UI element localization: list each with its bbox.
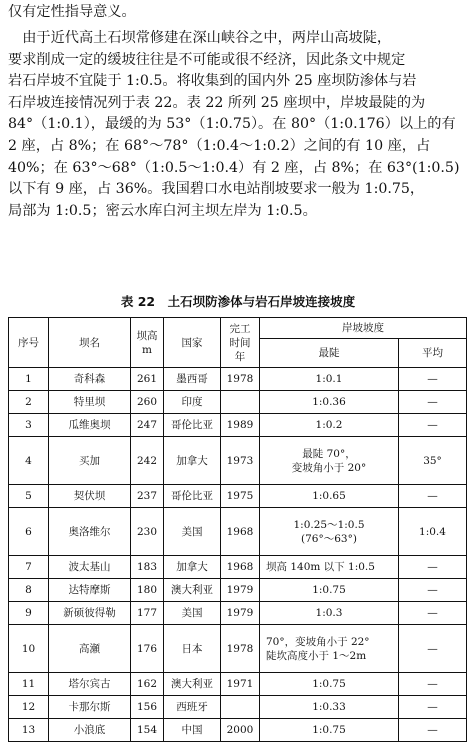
text-line: 84°（1:0.1），最缓的为 53°（1:0.75）。在 80°（1:0.176）以上的有 [8, 116, 456, 133]
cell-country: 哥伦比亚 [164, 485, 221, 508]
cell-name: 新硕彼得勒 [49, 602, 131, 625]
cell-no: 2 [9, 391, 49, 414]
cell-average: — [399, 719, 467, 742]
header-height-unit: m [142, 343, 152, 356]
cell-steepest [260, 508, 399, 556]
cell-average: 35° [399, 437, 467, 485]
header-year-l3: 年 [234, 350, 246, 363]
cell-country: 加拿大 [164, 556, 221, 579]
cell-name: 塔尔宾古 [49, 673, 131, 696]
cell-steepest [260, 602, 399, 625]
header-year [221, 318, 260, 368]
text-line: 局部为 1:0.5；密云水库白河主坝左岸为 1:0.5。 [8, 202, 317, 219]
table-row [9, 437, 467, 485]
cell-year [221, 696, 260, 719]
slope-table [8, 317, 467, 742]
cell-steepest [260, 673, 399, 696]
cell-height: 230 [131, 508, 164, 556]
cell-no: 12 [9, 696, 49, 719]
cell-year: 1973 [221, 437, 260, 485]
steepest-text: 1:0.33 [312, 701, 346, 713]
table-row [9, 673, 467, 696]
text-line: 2 座，占 8%；在 68°～78°（1:0.4～1:0.2）之间的有 10 座，占 [8, 137, 431, 154]
cell-name: 契伏坝 [49, 485, 131, 508]
cell-country: 印度 [164, 391, 221, 414]
cell-name: 达特摩斯 [49, 579, 131, 602]
cell-country: 美国 [164, 508, 221, 556]
table-row [9, 485, 467, 508]
cell-height: 260 [131, 391, 164, 414]
steepest-text: 1:0.75 [312, 724, 346, 736]
cell-steepest [260, 719, 399, 742]
cell-country: 西班牙 [164, 696, 221, 719]
cell-height: 183 [131, 556, 164, 579]
steepest-text: 最陡 70°， [302, 447, 356, 460]
cell-name: 卡那尔斯 [49, 696, 131, 719]
header-slope: 岸坡坡度 [260, 318, 467, 339]
cell-name: 奇科森 [49, 368, 131, 391]
cell-name: 小浪底 [49, 719, 131, 742]
table-row [9, 391, 467, 414]
cell-no: 10 [9, 625, 49, 673]
cell-country: 澳大利亚 [164, 579, 221, 602]
cell-steepest [260, 696, 399, 719]
cell-year: 1968 [221, 508, 260, 556]
steepest-text: (76°～63°) [301, 532, 357, 545]
steepest-text: 1:0.75 [312, 678, 346, 690]
cell-height: 154 [131, 719, 164, 742]
cell-year: 1979 [221, 579, 260, 602]
cell-year: 1978 [221, 625, 260, 673]
cell-no: 3 [9, 414, 49, 437]
cell-height: 162 [131, 673, 164, 696]
cell-average: — [399, 602, 467, 625]
cell-no: 13 [9, 719, 49, 742]
cell-year: 1968 [221, 556, 260, 579]
cell-year: 1989 [221, 414, 260, 437]
steepest-text: 陡坎高度小于 1～2m [266, 649, 367, 662]
cell-average: — [399, 414, 467, 437]
cell-height: 177 [131, 602, 164, 625]
steepest-text: 1:0.3 [315, 607, 343, 619]
table-row [9, 508, 467, 556]
table-row [9, 625, 467, 673]
steepest-text: 1:0.2 [315, 419, 343, 431]
cell-steepest [260, 437, 399, 485]
text-line: 岩石岸坡不宜陡于 1:0.5。将收集到的国内外 25 座坝防渗体与岩 [8, 73, 417, 90]
cell-year: 1978 [221, 368, 260, 391]
cell-height: 242 [131, 437, 164, 485]
cell-average: — [399, 579, 467, 602]
cell-name: 奥洛维尔 [49, 508, 131, 556]
cell-no: 11 [9, 673, 49, 696]
cell-average: — [399, 368, 467, 391]
cell-average: — [399, 391, 467, 414]
cell-steepest [260, 556, 399, 579]
cell-height: 261 [131, 368, 164, 391]
cell-steepest [260, 414, 399, 437]
cell-average: 1:0.4 [399, 508, 467, 556]
header-height-label: 坝高 [136, 329, 158, 342]
cell-steepest [260, 391, 399, 414]
paragraph-intro [8, 2, 470, 24]
cell-name: 瓜维奥坝 [49, 414, 131, 437]
cell-steepest [260, 579, 399, 602]
header-name: 坝名 [49, 318, 131, 368]
table-title: 表 22 土石坝防渗体与岩石岸坡连接坡度 [120, 294, 356, 309]
cell-name: 波太基山 [49, 556, 131, 579]
text-line: 以下有 9 座，占 36%。我国碧口水电站削坡要求一般为 1:0.75， [8, 181, 425, 198]
cell-country: 哥伦比亚 [164, 414, 221, 437]
header-steepest: 最陡 [260, 339, 399, 368]
cell-no: 1 [9, 368, 49, 391]
steepest-text: 1:0.65 [312, 490, 346, 502]
header-average: 平均 [399, 339, 467, 368]
header-country: 国家 [164, 318, 221, 368]
cell-height: 176 [131, 625, 164, 673]
cell-country: 中国 [164, 719, 221, 742]
table-row [9, 579, 467, 602]
cell-height: 247 [131, 414, 164, 437]
cell-year: 1975 [221, 485, 260, 508]
cell-average: — [399, 625, 467, 673]
cell-no: 6 [9, 508, 49, 556]
table-row [9, 556, 467, 579]
steepest-text: 1:0.36 [312, 396, 346, 408]
cell-height: 237 [131, 485, 164, 508]
header-year-l2: 时间 [229, 336, 251, 349]
cell-steepest [260, 485, 399, 508]
cell-average: — [399, 556, 467, 579]
header-year-l1: 完工 [229, 322, 251, 335]
text-line: 要求削成一定的缓坡往往是不可能或很不经济，因此条文中规定 [8, 51, 406, 68]
cell-name: 特里坝 [49, 391, 131, 414]
cell-country: 澳大利亚 [164, 673, 221, 696]
cell-country: 美国 [164, 602, 221, 625]
cell-height: 156 [131, 696, 164, 719]
cell-no: 8 [9, 579, 49, 602]
table-row [9, 719, 467, 742]
text-line: 石岸坡连接情况列于表 22。表 22 所列 25 座坝中，岸坡最陡的为 [8, 94, 426, 111]
table-row [9, 368, 467, 391]
cell-no: 9 [9, 602, 49, 625]
header-no: 序号 [9, 318, 49, 368]
steepest-text: 70°，变坡角小于 22° [266, 635, 370, 648]
cell-no: 7 [9, 556, 49, 579]
cell-year: 2000 [221, 719, 260, 742]
steepest-text: 坝高 140m 以下 1:0.5 [266, 561, 375, 573]
cell-country: 墨西哥 [164, 368, 221, 391]
cell-country: 加拿大 [164, 437, 221, 485]
header-height [131, 318, 164, 368]
text-line: 由于近代高土石坝常修建在深山峡谷之中，两岸山高坡陡， [8, 30, 392, 46]
cell-steepest [260, 368, 399, 391]
steepest-text: 1:0.25～1:0.5 [293, 518, 365, 531]
table-row [9, 602, 467, 625]
cell-average: — [399, 485, 467, 508]
cell-height: 180 [131, 579, 164, 602]
cell-no: 5 [9, 485, 49, 508]
steepest-text: 1:0.1 [315, 373, 343, 385]
table-row [9, 696, 467, 719]
steepest-text: 变坡角小于 20° [291, 461, 367, 474]
table-row [9, 414, 467, 437]
cell-year: 1979 [221, 602, 260, 625]
cell-steepest [260, 625, 399, 673]
cell-name: 高瀬 [49, 625, 131, 673]
cell-country: 日本 [164, 625, 221, 673]
cell-average: — [399, 696, 467, 719]
text-line: 40%；在 63°～68°（1:0.5～1:0.4）有 2 座，占 8%；在 63°(1:0.5) [8, 159, 460, 176]
cell-year: 1971 [221, 673, 260, 696]
cell-average: — [399, 673, 467, 696]
cell-no: 4 [9, 437, 49, 485]
steepest-text: 1:0.75 [312, 584, 346, 596]
text-line: 仅有定性指导意义。 [8, 4, 136, 20]
cell-name: 买加 [49, 437, 131, 485]
cell-year [221, 391, 260, 414]
paragraph-body [8, 28, 470, 222]
